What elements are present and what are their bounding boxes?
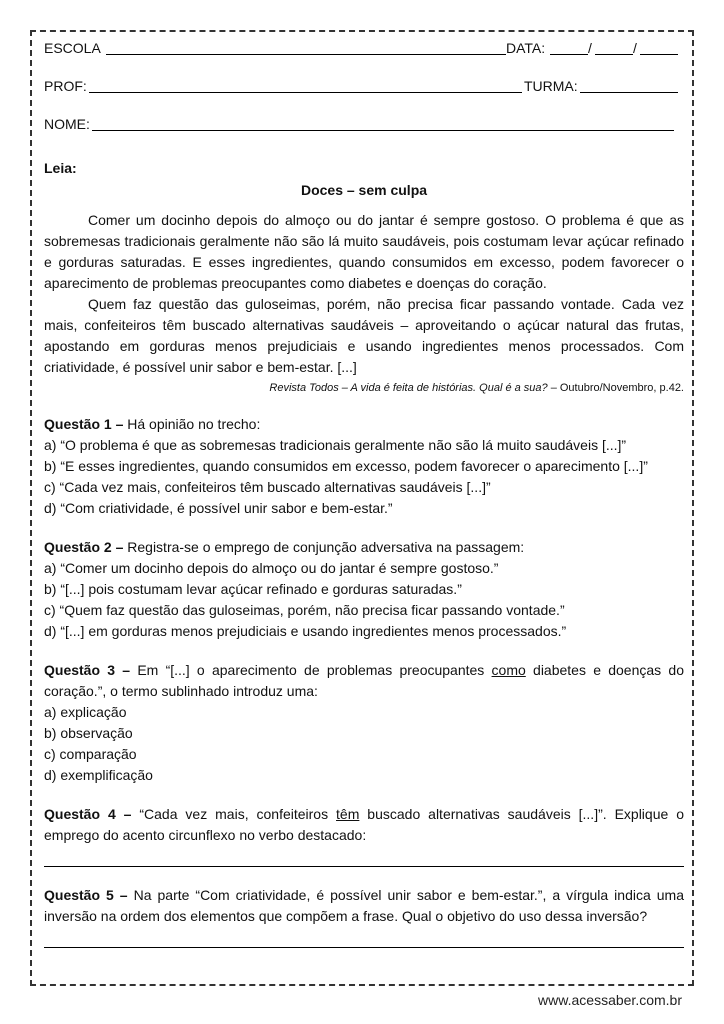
question-4-answer-line[interactable] [44,846,684,867]
question-3-option-d[interactable]: d) exemplificação [44,767,153,783]
question-2-label: Questão 2 – [44,539,124,555]
question-3-label: Questão 3 – [44,662,131,678]
question-1 [44,414,684,519]
question-3-option-c[interactable]: c) comparação [44,746,137,762]
prof-label: PROF: [44,78,87,94]
date-separator-1: / [588,40,592,56]
question-2-text: Registra-se o emprego de conjunção adversativa na passagem: [123,539,525,555]
question-5-text: Na parte “Com criatividade, é possível unir sabor e bem-estar.”, a vírgula indica uma inversão na ordem dos elementos que compõem a frase. Qual o objetivo do uso dessa inversão? [44,887,684,924]
reading-source [44,380,684,396]
header-prof-line [44,74,684,96]
question-3-underlined-term: como [491,662,526,678]
header-school-line [44,36,684,58]
school-label: ESCOLA [44,40,101,56]
date-label: DATA: [506,40,546,56]
question-3 [44,660,684,786]
source-title: Revista Todos – A vida é feita de histórias. Qual é a sua? [269,382,548,394]
date-separator-2: / [633,40,637,56]
question-2-option-d[interactable]: d) “[...] em gorduras menos prejudiciais e usando ingredientes menos processados.” [44,623,567,639]
question-2-option-b[interactable]: b) “[...] pois costumam levar açúcar refinado e gorduras saturadas.” [44,581,462,597]
date-year-blank[interactable] [640,54,678,55]
reading-paragraph-1: Comer um docinho depois do almoço ou do jantar é sempre gostoso. O problema é que as sobremesas tradicionais geralmente não são lá muito saudáveis, pois costumam levar açúcar refinado e gorduras saturadas. E esses ingredientes, quando consumidos em excesso, podem favorecer o aparecimento de problemas preocupantes como diabetes e doenças do coração. [44,212,684,291]
school-blank[interactable] [106,54,506,55]
question-1-label: Questão 1 – [44,416,124,432]
question-1-text: Há opinião no trecho: [123,416,261,432]
question-5-answer-line[interactable] [44,927,684,948]
header-name-line [44,112,684,134]
question-3-option-a[interactable]: a) explicação [44,704,127,720]
reading-title: Doces – sem culpa [300,182,428,198]
question-3-text-after: diabetes e doenças do coração.”, o termo sublinhado introduz uma: [44,662,684,699]
question-1-option-a[interactable]: a) “O problema é que as sobremesas tradicionais geralmente não são lá muito saudáveis [...]” [44,437,627,453]
question-4-underlined-term: têm [336,806,360,822]
question-2-option-c[interactable]: c) “Quem faz questão das guloseimas, porém, não precisa ficar passando vontade.” [44,602,565,618]
question-4 [44,804,684,867]
question-1-option-d[interactable]: d) “Com criatividade, é possível unir sabor e bem-estar.” [44,500,393,516]
prof-blank[interactable] [88,92,522,93]
question-4-label: Questão 4 – [44,806,132,822]
name-label: NOME: [44,116,90,132]
source-details: – Outubro/Novembro, p.42. [547,382,684,394]
class-blank[interactable] [580,92,678,93]
date-month-blank[interactable] [595,54,633,55]
reading-intro: Leia: [44,160,77,176]
worksheet [44,36,684,952]
question-4-text-before: “Cada vez mais, confeiteiros [131,806,337,822]
question-1-option-b[interactable]: b) “E esses ingredientes, quando consumidos em excesso, podem favorecer o aparecimento [...]” [44,458,648,474]
class-label: TURMA: [524,78,578,94]
question-4-text-after: buscado alternativas saudáveis [...]”. Explique o emprego do acento circunflexo no verbo destacado: [44,806,684,843]
question-1-option-c[interactable]: c) “Cada vez mais, confeiteiros têm buscado alternativas saudáveis [...]” [44,479,491,495]
question-2-option-a[interactable]: a) “Comer um docinho depois do almoço ou do jantar é sempre gostoso.” [44,560,499,576]
question-5 [44,885,684,948]
question-5-label: Questão 5 – [44,887,128,903]
footer-site: www.acessaber.com.br [538,992,682,1008]
question-2 [44,537,684,642]
question-3-option-b[interactable]: b) observação [44,725,133,741]
date-day-blank[interactable] [550,54,588,55]
reading-paragraph-2: Quem faz questão das guloseimas, porém, não precisa ficar passando vontade. Cada vez mais, confeiteiros têm buscado alternativas saudáveis – aproveitando o açúcar natural das frutas, apostando em gorduras menos prejudiciais e usando ingredientes menos processados. Com criatividade, é possível unir sabor e bem-estar. [...] [44,296,684,375]
name-blank[interactable] [92,130,674,131]
question-3-text-before: Em “[...] o aparecimento de problemas preocupantes [130,662,492,678]
